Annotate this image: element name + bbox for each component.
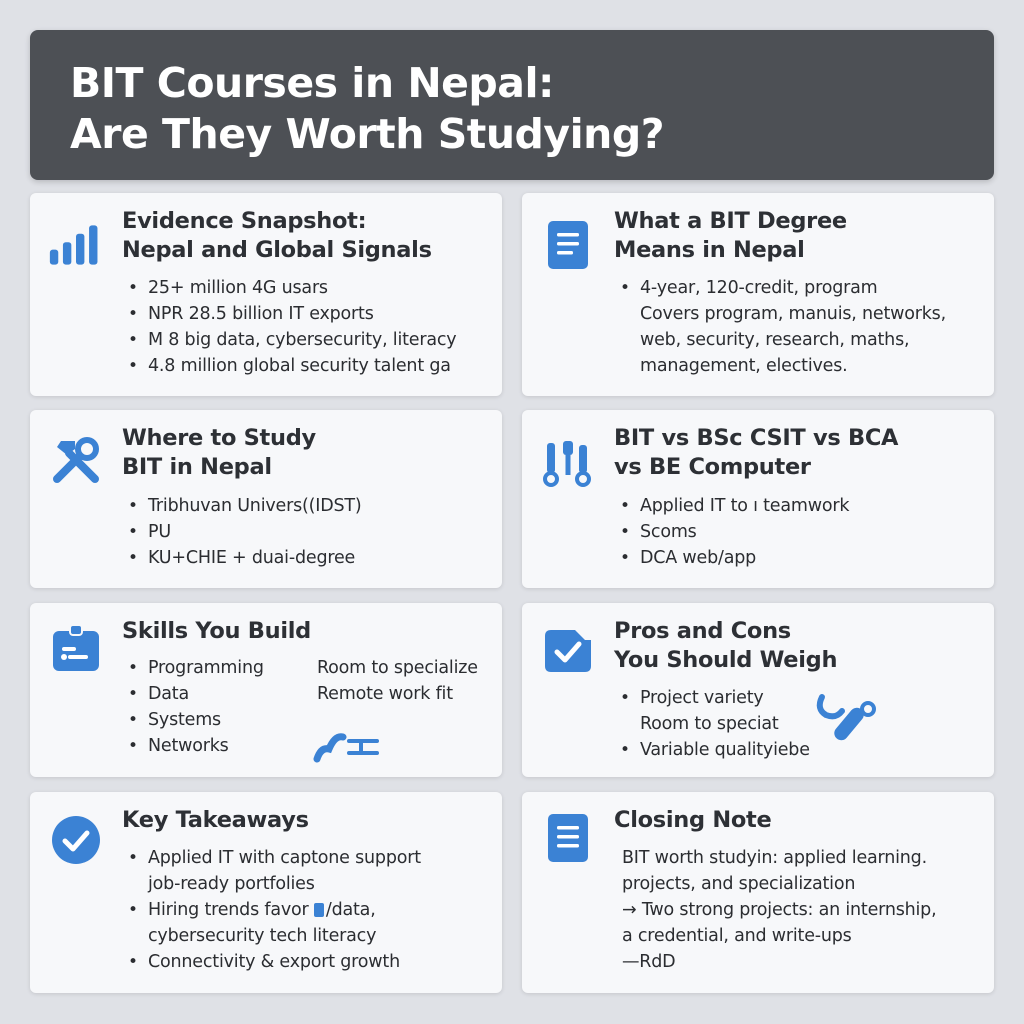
compare-icon bbox=[540, 434, 596, 490]
card-title bbox=[614, 424, 984, 482]
check-badge-icon bbox=[540, 623, 596, 679]
list-item: • Programming bbox=[126, 655, 494, 681]
list-item: • 4.8 million global security talent ga bbox=[126, 353, 494, 379]
card-pros-cons bbox=[522, 603, 994, 777]
card-title-line1: BIT vs BSc CSIT vs BCA bbox=[614, 425, 899, 451]
id-badge-icon bbox=[48, 621, 104, 677]
card-bit-degree bbox=[522, 193, 994, 396]
text-fragment: /data, bbox=[325, 900, 376, 920]
card-title bbox=[122, 424, 492, 482]
card-title-line2: You Should Weigh bbox=[614, 647, 838, 673]
list-item: • KU+CHIE + duai-degree bbox=[126, 545, 494, 571]
page-header bbox=[30, 30, 994, 180]
bullet-list bbox=[126, 845, 494, 975]
card-title bbox=[614, 207, 984, 265]
text-fragment: Hiring trends favor bbox=[148, 900, 314, 920]
list-item: • Scoms bbox=[618, 519, 986, 545]
list-item: • Connectivity & export growth bbox=[126, 949, 494, 975]
card-title: Skills You Build bbox=[122, 618, 311, 644]
list-item: • M 8 big data, cybersecurity, literacy bbox=[126, 327, 494, 353]
list-item: • DCA web/app bbox=[618, 545, 986, 571]
list-item-continuation: Room to speciat bbox=[640, 714, 779, 734]
card-where-to-study bbox=[30, 410, 502, 588]
list-item: • Data bbox=[126, 681, 494, 707]
list-item-continuation: web, security, research, maths, bbox=[640, 330, 910, 350]
check-circle-icon bbox=[48, 812, 104, 868]
bullet-list bbox=[618, 685, 986, 763]
list-item: • 4-year, 120-credit, program bbox=[618, 275, 986, 301]
card-closing-note bbox=[522, 792, 994, 993]
list-item: • Networks bbox=[126, 733, 494, 759]
page-title-line1: BIT Courses in Nepal: bbox=[70, 59, 554, 107]
card-bit-comparison bbox=[522, 410, 994, 588]
closing-signature: —RdD bbox=[622, 952, 676, 972]
card-skills bbox=[30, 603, 502, 777]
card-title-line1: Evidence Snapshot: bbox=[122, 208, 367, 234]
list-item bbox=[126, 897, 494, 923]
list-item: • Tribhuvan Univers((IDST) bbox=[126, 493, 494, 519]
page-title bbox=[70, 58, 954, 160]
closing-line: projects, and specialization bbox=[622, 874, 856, 894]
list-item-continuation: management, electives. bbox=[640, 356, 848, 376]
bullet-list bbox=[126, 275, 494, 379]
list-item: • Applied IT to ı teamwork bbox=[618, 493, 986, 519]
list-item-continuation: Covers program, manuis, networks, bbox=[640, 304, 946, 324]
card-title: Key Takeaways bbox=[122, 807, 309, 833]
closing-line: a credential, and write-ups bbox=[622, 926, 852, 946]
list-item: • Applied IT with captone support bbox=[126, 845, 494, 871]
card-evidence-snapshot bbox=[30, 193, 502, 396]
list-item: • PU bbox=[126, 519, 494, 545]
page-title-line2: Are They Worth Studying? bbox=[70, 110, 664, 158]
list-item-continuation: job-ready portfolies bbox=[148, 874, 315, 894]
card-title-line1: Where to Study bbox=[122, 425, 316, 451]
hook-icon bbox=[812, 689, 882, 753]
side-text bbox=[317, 655, 478, 707]
closing-line: → Two strong projects: an internship, bbox=[622, 900, 937, 920]
document-icon bbox=[540, 217, 596, 273]
squiggle-icon bbox=[313, 729, 385, 767]
bar-chart-icon bbox=[48, 217, 104, 273]
side-text-line: Remote work fit bbox=[317, 684, 453, 704]
closing-line: BIT worth studyin: applied learning. bbox=[622, 848, 927, 868]
card-title-line2: BIT in Nepal bbox=[122, 454, 272, 480]
card-title-line1: What a BIT Degree bbox=[614, 208, 847, 234]
card-title-line2: vs BE Computer bbox=[614, 454, 811, 480]
note-icon bbox=[540, 810, 596, 866]
list-item: • NPR 28.5 billion IT exports bbox=[126, 301, 494, 327]
list-item: • Systems bbox=[126, 707, 494, 733]
side-text-line: Room to specialize bbox=[317, 658, 478, 678]
small-icon bbox=[314, 903, 324, 917]
card-title-line1: Pros and Cons bbox=[614, 618, 791, 644]
card-title-line2: Nepal and Global Signals bbox=[122, 237, 432, 263]
bullet-list bbox=[618, 275, 986, 379]
list-item: • Variable qualityiebe bbox=[618, 737, 986, 763]
list-item-continuation: cybersecurity tech literacy bbox=[148, 926, 377, 946]
card-title bbox=[614, 617, 984, 675]
card-title bbox=[122, 207, 492, 265]
card-key-takeaways bbox=[30, 792, 502, 993]
card-title-line2: Means in Nepal bbox=[614, 237, 805, 263]
bullet-list bbox=[618, 493, 986, 571]
card-title: Closing Note bbox=[614, 807, 772, 833]
tools-icon bbox=[48, 434, 104, 490]
list-item: • Project variety bbox=[618, 685, 986, 711]
list-item: • 25+ million 4G usars bbox=[126, 275, 494, 301]
bullet-list bbox=[126, 493, 494, 571]
